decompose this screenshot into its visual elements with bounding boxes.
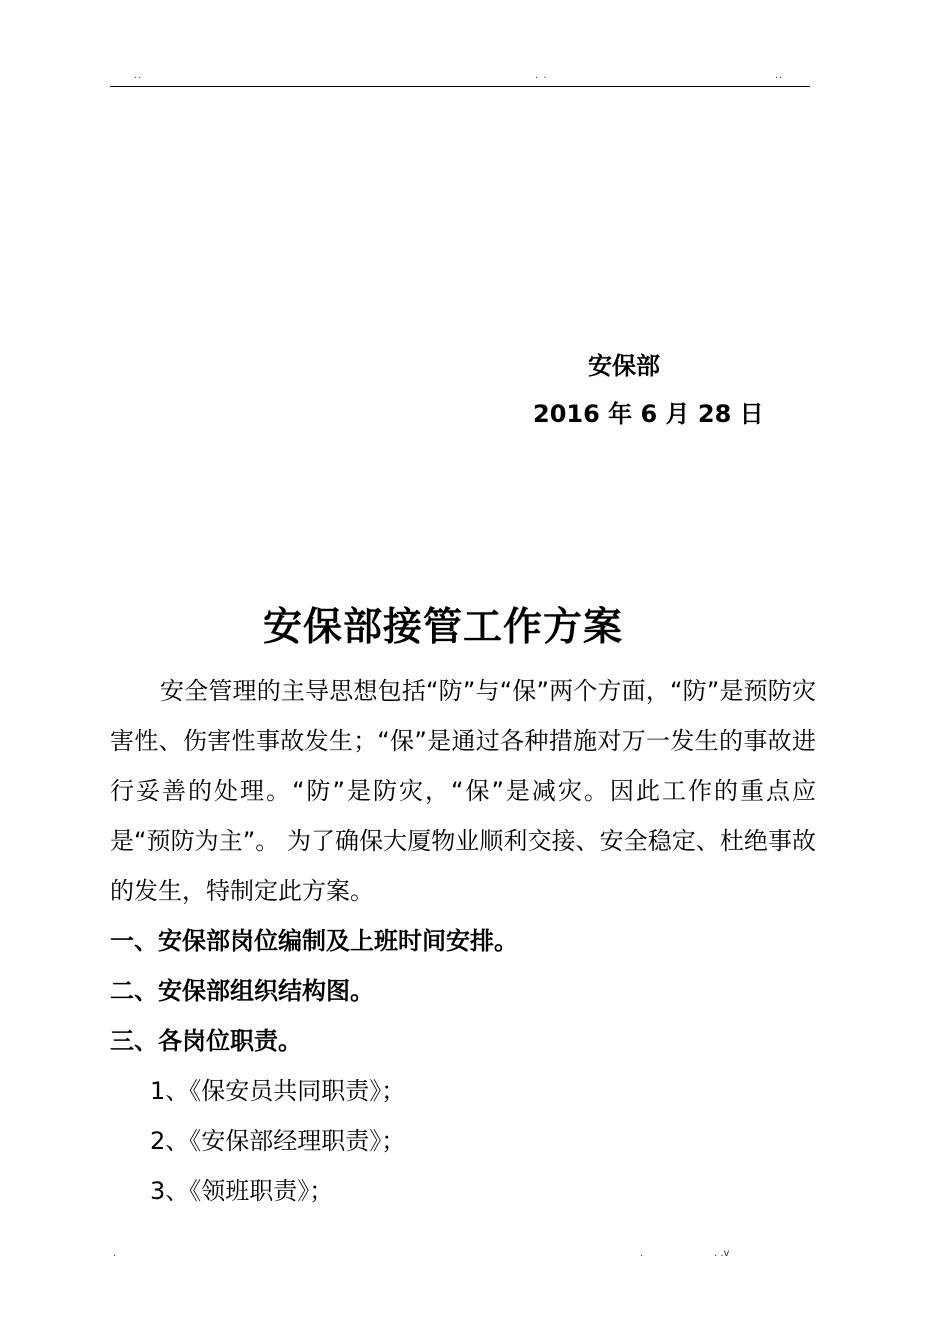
- section-heading: 二、安保部组织结构图。: [110, 977, 374, 1005]
- footer-mark-right: . .v: [714, 1248, 730, 1259]
- list-item: 2、《安保部经理职责》；: [150, 1127, 406, 1155]
- footer-mark-center: .: [640, 1248, 644, 1259]
- list-item: 1、《保安员共同职责》；: [150, 1077, 406, 1105]
- list-item: 3、《领班职责》；: [150, 1177, 334, 1205]
- signature-org: 安保部: [588, 352, 660, 380]
- footer-mark-left: .: [113, 1248, 117, 1259]
- document-body: [110, 666, 816, 1216]
- header-mark-center: . .: [535, 70, 548, 81]
- header-rule: [110, 86, 810, 87]
- section-heading: 三、各岗位职责。: [110, 1027, 302, 1055]
- section-heading: 一、安保部岗位编制及上班时间安排。: [110, 927, 518, 955]
- signature-date: 2016 年 6 月 28 日: [533, 400, 764, 428]
- header-mark-left: ..: [134, 70, 143, 81]
- document-title: 安保部接管工作方案: [262, 605, 623, 650]
- header-mark-right: ..: [775, 70, 784, 81]
- intro-paragraph: 安全管理的主导思想包括“防”与“保”两个方面，“防”是预防灾害性、伤害性事故发生；“保”是通过各种措施对万一发生的事故进行妥善的处理。“防”是防灾，“保”是减灾。因此工作的重点应是“预防为主”。 为了确保大厦物业顺利交接、安全稳定、杜绝事故的发生，特制定此方案。: [110, 677, 816, 905]
